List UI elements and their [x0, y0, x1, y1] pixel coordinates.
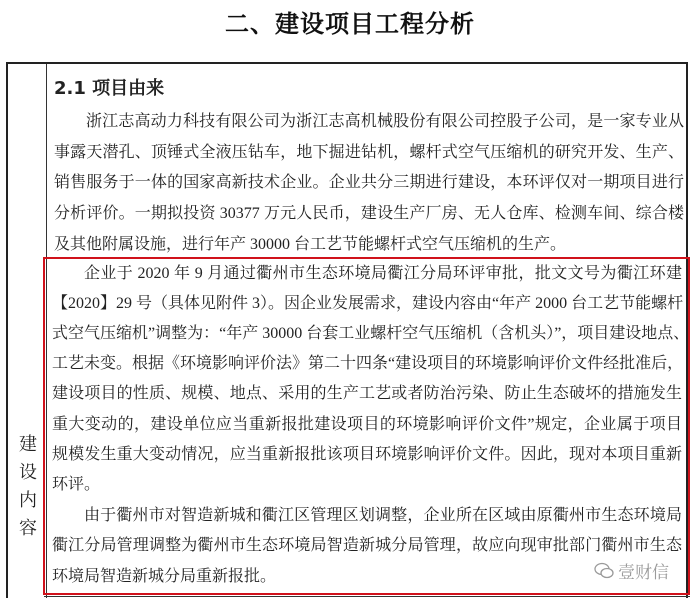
- paragraph-line: 事露天潜孔、顶锤式全液压钻车，地下掘进钻机，螺杆式空气压缩机的研究开发、生产、: [54, 144, 684, 161]
- paragraph-line: 分析评价。一期拟投资 30377 万元人民币，建设生产厂房、无人仓库、检测车间、综合楼: [54, 205, 684, 222]
- highlighted-line: 由于衢州市对智造新城和衢江区管理区划调整，企业所在区域由原衢州市生态环境局: [84, 507, 682, 524]
- watermark: [594, 558, 669, 583]
- paragraph-line: 销售服务于一体的国家高新技术企业。企业共分三期进行建设，本环评仅对一期项目进行: [54, 174, 684, 191]
- highlighted-line: 重大变动的，建设单位应当重新报批建设项目的环境影响评价文件”规定，企业属于项目: [52, 416, 682, 433]
- wechat-icon: [594, 562, 614, 580]
- highlighted-line: 环评。: [52, 476, 101, 493]
- row-label-char: 设: [19, 462, 37, 482]
- highlighted-line: 工艺未变。根据《环境影响评价法》第二十四条“建设项目的环境影响评价文件经批准后，: [52, 355, 684, 372]
- section-heading: 2.1 项目由来: [54, 78, 165, 99]
- highlighted-line: 建设项目的性质、规模、地点、采用的生产工艺或者防治污染、防止生态破坏的措施发生: [52, 385, 682, 402]
- row-label: [16, 430, 40, 542]
- highlighted-line: 式空气压缩机”调整为：“年产 30000 台套工业螺杆空气压缩机（含机头）”，项目建设地点、: [52, 325, 690, 342]
- highlighted-line: 环境局智造新城分局重新报批。: [52, 568, 277, 585]
- row-label-char: 容: [19, 518, 37, 538]
- highlighted-line: 衢江分局管理调整为衢州市生态环境局智造新城分局管理，故应向现审批部门衢州市生态: [52, 537, 682, 554]
- highlighted-line: 规模发生重大变动情况，应当重新报批该项目环境影响评价文件。因此，现对本项目重新: [52, 446, 682, 463]
- highlighted-line: 【2020】29 号（具体见附件 3）。因企业发展需求，建设内容由“年产 2000 台工艺节能螺杆: [52, 295, 684, 312]
- watermark-text: 壹财信: [618, 563, 669, 583]
- paragraph-line: 浙江志高动力科技有限公司为浙江志高机械股份有限公司控股子公司，是一家专业从: [86, 113, 684, 130]
- page-title: 二、建设项目工程分析: [225, 10, 475, 38]
- highlighted-line: 企业于 2020 年 9 月通过衢州市生态环境局衢江分局环评审批，批文文号为衢江环建: [84, 265, 682, 282]
- table-row-divider: [44, 596, 690, 597]
- paragraph-line: 及其他附属设施，进行年产 30000 台工艺节能螺杆式空气压缩机的生产。: [54, 236, 567, 253]
- row-label-char: 建: [19, 434, 37, 454]
- row-label-char: 内: [19, 490, 37, 510]
